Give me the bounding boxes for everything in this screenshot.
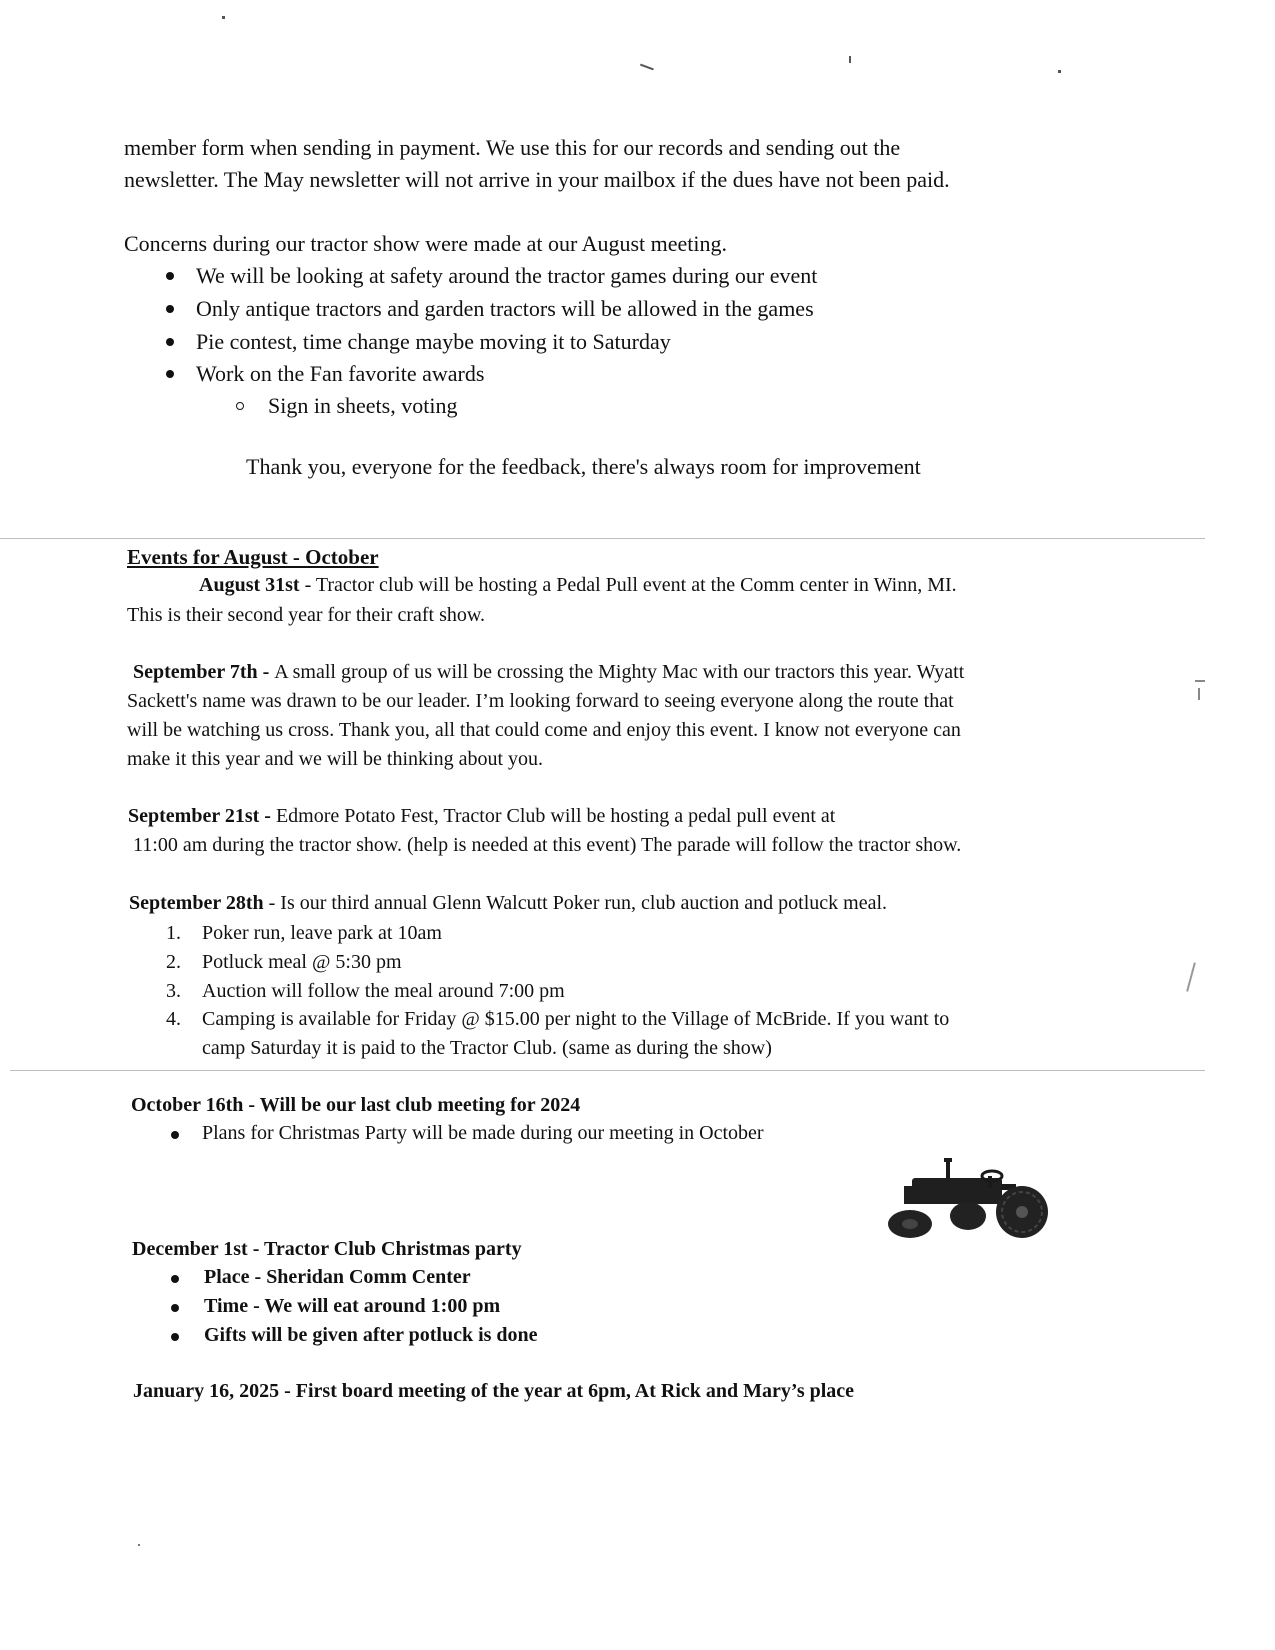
bullet-icon — [166, 272, 174, 280]
numbered-item — [166, 1004, 949, 1035]
event-date: September 21st - — [128, 805, 276, 827]
item-text: camp Saturday it is paid to the Tractor Club. (same as during the show) — [202, 1037, 772, 1059]
item-number: 3. — [166, 980, 181, 1002]
event-text: - Is our third annual Glenn Walcutt Poker run, club auction and potluck meal. — [263, 892, 888, 914]
item-text: Auction will follow the meal around 7:00 pm — [202, 980, 565, 1002]
events-heading: Events for August - October — [127, 545, 379, 569]
event-date: August 31st — [199, 574, 300, 596]
event-text: This is their second year for their craft show. — [127, 604, 486, 626]
bullet-icon — [171, 1304, 179, 1312]
section-divider — [10, 1070, 1205, 1071]
event-date: September 28th — [129, 892, 264, 914]
scan-speck — [1186, 962, 1195, 991]
concern-item: Only antique tractors and garden tractors will be allowed in the games — [196, 296, 814, 321]
item-text: Potluck meal @ 5:30 pm — [202, 951, 402, 973]
concerns-heading: Concerns during our tractor show were made at our August meeting. — [124, 231, 728, 256]
item-text: Poker run, leave park at 10am — [202, 922, 442, 944]
event-heading: December 1st - Tractor Club Christmas party — [132, 1238, 522, 1260]
section-divider — [0, 538, 1205, 539]
bullet-icon — [171, 1131, 179, 1139]
event-heading: October 16th - Will be our last club meeting for 2024 — [131, 1094, 581, 1116]
concern-item: We will be looking at safety around the tractor games during our event — [196, 263, 818, 288]
intro-line: newsletter. The May newsletter will not arrive in your mailbox if the dues have not been paid. — [124, 167, 950, 192]
concern-item: Pie contest, time change maybe moving it to Saturday — [196, 329, 671, 354]
numbered-item — [166, 918, 442, 949]
item-number: 1. — [166, 922, 181, 944]
thanks-line: Thank you, everyone for the feedback, there's always room for improvement — [246, 454, 921, 479]
event-text: will be watching us cross. Thank you, all that could come and enjoy this event. I know not everyone can — [127, 719, 961, 741]
event-text: make it this year and we will be thinking about you. — [127, 748, 544, 770]
item-number: 2. — [166, 951, 181, 973]
event-text: Edmore Potato Fest, Tractor Club will be hosting a pedal pull event at — [275, 805, 836, 827]
event-text: 11:00 am during the tractor show. (help is needed at this event) The parade will follow the tractor show. — [133, 834, 962, 856]
event-text: Sackett's name was drawn to be our leader. I’m looking forward to seeing everyone along the route that — [127, 690, 954, 712]
event-date: September 7th - — [133, 661, 275, 683]
bullet-icon — [166, 305, 174, 313]
event-item: Time - We will eat around 1:00 pm — [204, 1295, 501, 1317]
event-item: Plans for Christmas Party will be made during our meeting in October — [202, 1122, 764, 1144]
concern-subitem: Sign in sheets, voting — [268, 393, 458, 418]
bullet-icon — [171, 1333, 179, 1341]
item-number: 4. — [166, 1008, 181, 1030]
scan-speck — [222, 16, 225, 19]
event-text: - Tractor club will be hosting a Pedal Pull event at the Comm center in Winn, MI. — [299, 574, 957, 596]
bullet-icon — [166, 338, 174, 346]
event-item: Place - Sheridan Comm Center — [204, 1266, 471, 1288]
scan-speck — [1198, 688, 1200, 700]
scan-speck — [640, 64, 654, 70]
tractor-icon — [884, 1156, 1050, 1246]
event-item: Gifts will be given after potluck is done — [204, 1324, 538, 1346]
bullet-icon — [166, 370, 174, 378]
numbered-item — [166, 947, 402, 978]
scan-speck — [138, 1544, 140, 1546]
numbered-item — [166, 976, 565, 1007]
event-text: A small group of us will be crossing the Mighty Mac with our tractors this year. Wyatt — [274, 661, 965, 683]
bullet-icon — [171, 1275, 179, 1283]
item-text: Camping is available for Friday @ $15.00 per night to the Village of McBride. If you want to — [202, 1008, 950, 1030]
intro-line: member form when sending in payment. We use this for our records and sending out the — [124, 135, 901, 160]
scan-speck — [1058, 70, 1061, 73]
circle-bullet-icon — [236, 402, 244, 410]
scan-speck — [849, 56, 851, 63]
concern-item: Work on the Fan favorite awards — [196, 361, 485, 386]
scan-speck — [1195, 680, 1205, 682]
event-heading: January 16, 2025 - First board meeting of the year at 6pm, At Rick and Mary’s place — [133, 1380, 855, 1402]
